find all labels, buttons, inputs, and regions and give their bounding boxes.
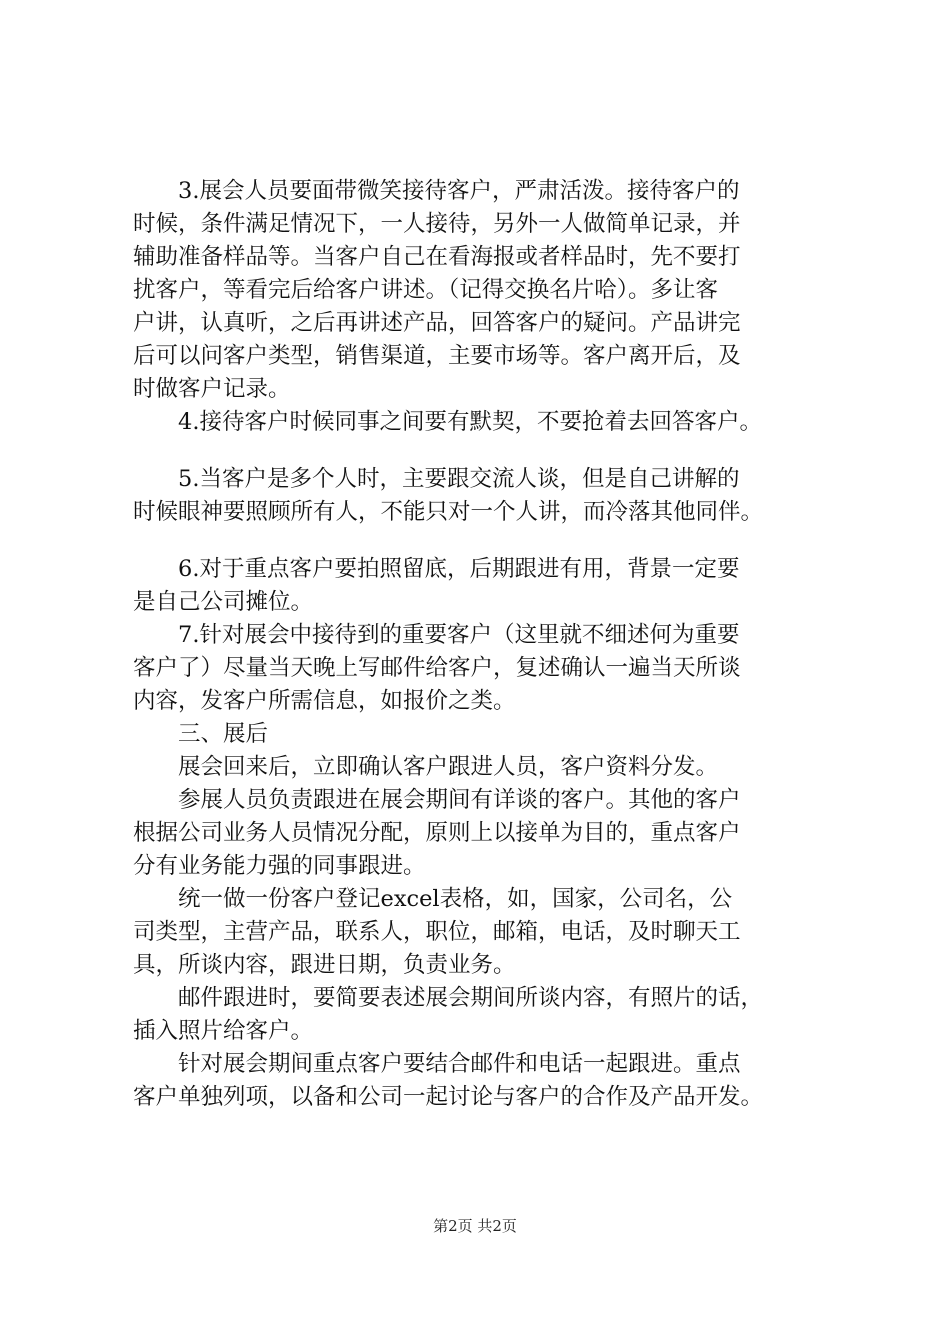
paragraph-staff-line-2: 根据公司业务人员情况分配，原则上以接单为目的，重点客户 [133,820,741,846]
paragraph-3-line-1: 3.展会人员要面带微笑接待客户，严肃活泼。接待客户的 [178,178,740,204]
paragraph-3-line-4: 扰客户，等看完后给客户讲述。（记得交换名片哈）。多让客 [133,277,719,303]
paragraph-key-client-line-1: 针对展会期间重点客户要结合邮件和电话一起跟进。重点 [178,1051,741,1077]
paragraph-register-line-1: 统一做一份客户登记excel表格，如，国家，公司名，公 [178,886,733,912]
paragraph-staff-line-3: 分有业务能力强的同事跟进。 [133,853,426,879]
paragraph-7-line-1: 7.针对展会中接待到的重要客户（这里就不细述何为重要 [178,622,740,648]
paragraph-3-line-3: 辅助准备样品等。当客户自己在看海报或者样品时，先不要打 [133,244,741,270]
post-show-line-1: 展会回来后，立即确认客户跟进人员，客户资料分发。 [178,754,719,780]
paragraph-3-line-6: 后可以问客户类型，销售渠道，主要市场等。客户离开后，及 [133,343,741,369]
paragraph-email-line-1: 邮件跟进时，要简要表述展会期间所谈内容，有照片的话， [178,985,764,1011]
paragraph-key-client-line-2: 客户单独列项，以备和公司一起讨论与客户的合作及产品开发。 [133,1084,764,1110]
paragraph-7-line-2: 客户了）尽量当天晚上写邮件给客户，复述确认一遍当天所谈 [133,655,741,681]
page-number-footer: 第2页 共2页 [433,1217,517,1235]
paragraph-5-line-2: 时候眼神要照顾所有人，不能只对一个人讲，而冷落其他同伴。 [133,499,764,525]
paragraph-4-line-1: 4.接待客户时候同事之间要有默契，不要抢着去回答客户。 [178,409,762,435]
paragraph-register-line-2: 司类型，主营产品，联系人，职位，邮箱，电话，及时聊天工 [133,919,741,945]
paragraph-6-line-1: 6.对于重点客户要拍照留底，后期跟进有用，背景一定要 [178,556,740,582]
paragraph-6-line-2: 是自己公司摊位。 [133,589,314,615]
paragraph-register-line-3: 具，所谈内容，跟进日期，负责业务。 [133,952,516,978]
paragraph-7-line-3: 内容，发客户所需信息，如报价之类。 [133,688,516,714]
section-heading: 三、展后 [178,721,269,747]
paragraph-5-line-1: 5.当客户是多个人时，主要跟交流人谈，但是自己讲解的 [178,466,740,492]
paragraph-email-line-2: 插入照片给客户。 [133,1018,314,1044]
paragraph-3-line-7: 时做客户记录。 [133,376,291,402]
paragraph-staff-line-1: 参展人员负责跟进在展会期间有详谈的客户。其他的客户 [178,787,741,813]
paragraph-3-line-2: 时候，条件满足情况下，一人接待，另外一人做简单记录，并 [133,211,741,237]
paragraph-3-line-5: 户讲，认真听，之后再讲述产品，回答客户的疑问。产品讲完 [133,310,741,336]
